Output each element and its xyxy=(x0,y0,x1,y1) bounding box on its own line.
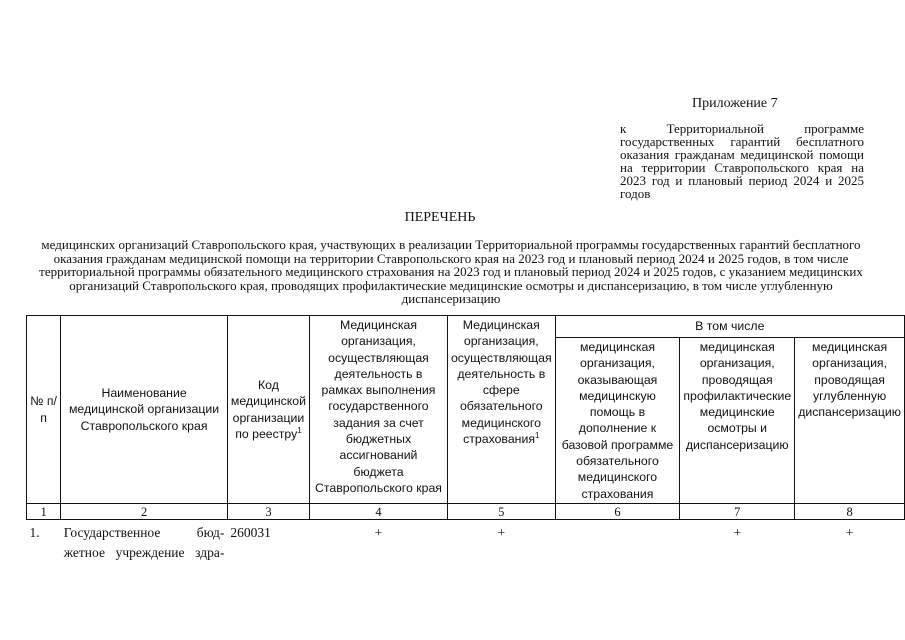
header-name: Наименование медицинской организации Ставропольского края xyxy=(61,316,228,504)
organizations-table xyxy=(26,315,905,564)
column-number: 8 xyxy=(795,504,905,520)
row-oms-mark: + xyxy=(497,525,506,540)
header-code-text: Код медицинской организации по реестру xyxy=(230,377,307,441)
column-number: 6 xyxy=(555,504,680,520)
row-basic-mark xyxy=(555,520,680,565)
row-budget-mark: + xyxy=(374,525,383,540)
header-basic: медицинская организация, оказывающая медицинскую помощь в дополнение к базовой программе обязательного медицинского страхования xyxy=(555,338,680,504)
header-num: № п/п xyxy=(27,316,61,504)
row-org-name-line: жетное учреждение здра- xyxy=(63,545,225,560)
row-code: 260031 xyxy=(230,525,271,540)
header-oms xyxy=(447,316,555,504)
column-number-row xyxy=(27,504,905,520)
header-code-footnote: 1 xyxy=(297,425,302,435)
row-org-name-text xyxy=(64,523,225,563)
header-oms-footnote: 1 xyxy=(535,430,540,440)
column-number: 3 xyxy=(227,504,309,520)
appendix-title: Приложение 7 xyxy=(692,96,778,111)
column-number: 5 xyxy=(447,504,555,520)
column-number: 2 xyxy=(61,504,228,520)
row-deep-mark: + xyxy=(845,525,854,540)
appendix-reference: к Территориальной программе государственных гарантий бесплатного оказания гражданам медицинской помощи на территории Ставропольского края на 2023 год и плановый период 2024 и 2025 годов xyxy=(620,121,864,201)
row-prof-mark: + xyxy=(733,525,742,540)
header-deep: медицинская организация, проводящая углубленную диспансеризацию xyxy=(795,338,905,504)
header-code xyxy=(227,316,309,504)
table-row xyxy=(27,520,905,565)
document-subheading: медицинских организаций Ставропольского края, участвующих в реализации Территориальной программы государственных гарантий бесплатного оказания гражданам медицинской помощи на территории Ставропольского края на 2023 год и плановый период 2024 и 2025 годов, в том числе территориальной программы обязательного медицинского страхования на 2023 год и плановый период 2024 и 2025 годов, с указанием медицинских организаций Ставропольского края, проводящих профилактические медицинские осмотры и диспансеризацию, в том числе углубленную диспансеризацию xyxy=(39,237,863,306)
header-budget: Медицинская организация, осуществляющая деятельность в рамках выполнения государственного задания за счет бюджетных ассигнований бюджета Ставропольского края xyxy=(310,316,448,504)
header-row xyxy=(27,316,905,338)
column-number: 7 xyxy=(680,504,795,520)
header-prof: медицинская организация, проводящая профилактические медицинские осмотры и диспансеризацию xyxy=(680,338,795,504)
header-group: В том числе xyxy=(555,316,904,338)
row-org-name xyxy=(61,520,228,565)
header-oms-text: Медицинская организация, осуществляющая деятельность в сфере обязательного медицинского страхования xyxy=(450,318,552,447)
column-number: 1 xyxy=(27,504,61,520)
row-num: 1. xyxy=(29,525,40,540)
column-number: 4 xyxy=(310,504,448,520)
row-org-name-line: Государственное бюд- xyxy=(63,525,225,540)
document-heading: ПЕРЕЧЕНЬ xyxy=(404,210,476,225)
